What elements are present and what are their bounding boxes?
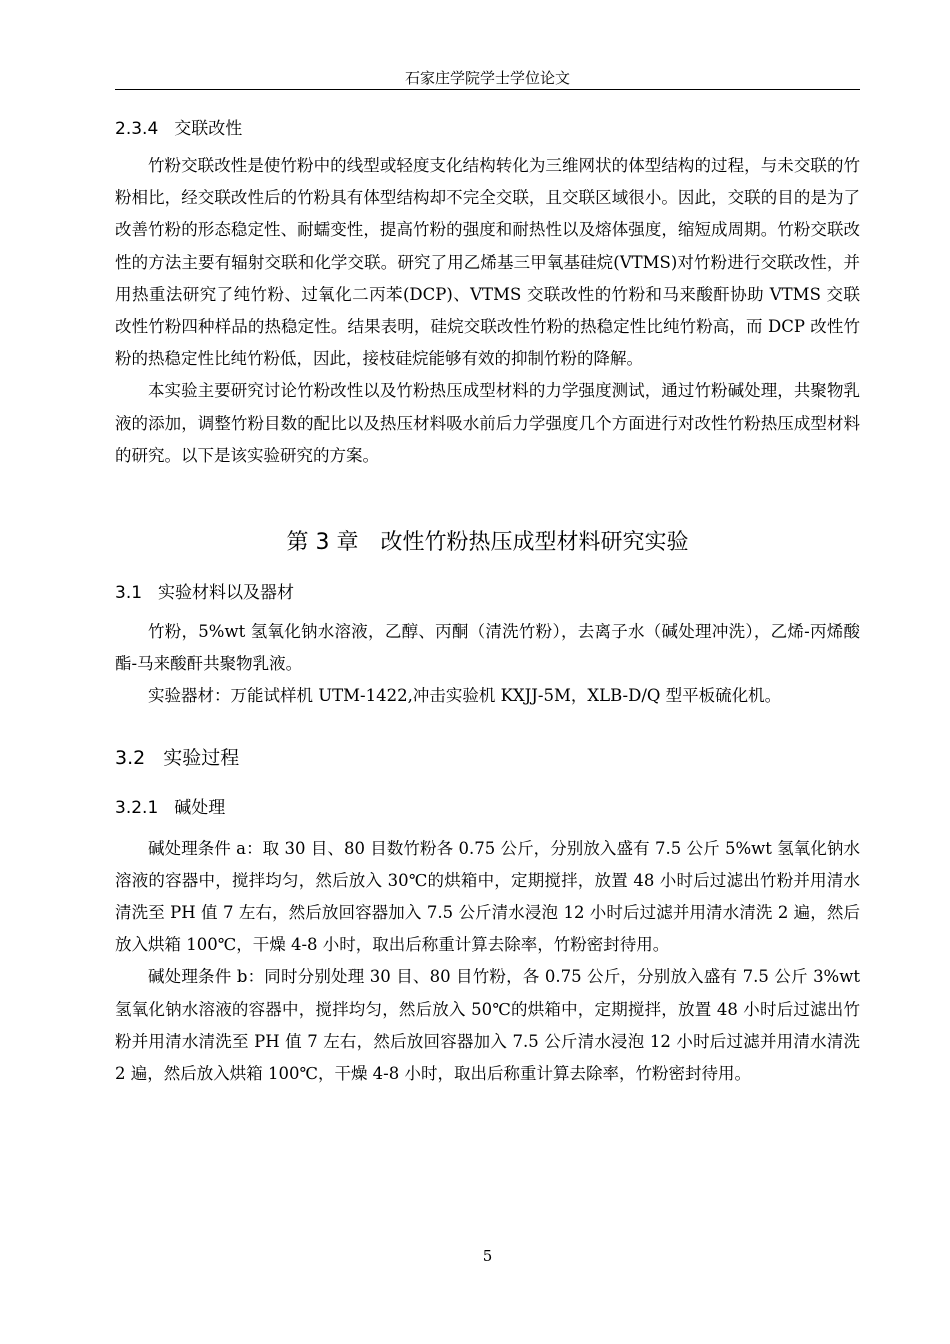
chapter-heading [115, 528, 860, 558]
section-title: 交联改性 [174, 119, 243, 139]
running-header: 石家庄学院学士学位论文 [404, 69, 570, 87]
section-number: 3.2 [115, 746, 146, 769]
section-heading-3-2-1 [115, 793, 860, 823]
section-number: 2.3.4 [115, 119, 159, 139]
paragraph-experiment-plan: 本实验主要研究讨论竹粉改性以及竹粉热压成型材料的力学强度测试，通过竹粉碱处理，共聚物乳液的添加，调整竹粉目数的配比以及热压材料吸水前后力学强度几个方面进行对改性竹粉热压成型材料的研究。以下是该实验研究的方案。 [115, 381, 860, 465]
section-heading-2-3-4 [115, 114, 860, 144]
section-number: 3.2.1 [115, 797, 159, 818]
page-content [115, 114, 860, 1090]
page-number: 5 [482, 1247, 493, 1265]
paragraph-alkali-condition-b: 碱处理条件 b：同时分别处理 30 目、80 目竹粉，各 0.75 公斤，分别放入盛有 7.5 公斤 3%wt 氢氧化钠水溶液的容器中，搅拌均匀，然后放入 50℃的烘箱中，定期搅拌，放置 48 小时后过滤出竹粉并用清水清洗至 PH 值 7 左右，然后放回容器加入 7.5 公斤清水浸泡 12 小时后过滤并用清水清洗 2 遍，然后放入烘箱 100℃，干燥 4-8 小时，取出后称重计算去除率，竹粉密封待用。 [115, 967, 860, 1084]
section-title: 碱处理 [174, 797, 226, 818]
chapter-number: 第 3 章 [286, 530, 359, 556]
paragraph-alkali-condition-a: 碱处理条件 a：取 30 目、80 目数竹粉各 0.75 公斤，分别放入盛有 7.5 公斤 5%wt 氢氧化钠水溶液的容器中，搅拌均匀，然后放入 30℃的烘箱中，定期搅拌，放置 48 小时后过滤出竹粉并用清水清洗至 PH 值 7 左右，然后放回容器加入 7.5 公斤清水浸泡 12 小时后过滤并用清水清洗 2 遍，然后放入烘箱 100℃，干燥 4-8 小时，取出后称重计算去除率，竹粉密封待用。 [115, 838, 860, 955]
section-title: 实验过程 [163, 746, 240, 769]
chapter-title: 改性竹粉热压成型材料研究实验 [380, 530, 689, 556]
paragraph-equipment: 实验器材：万能试样机 UTM-1422,冲击实验机 KXJJ-5M，XLB-D/Q 型平板硫化机。 [148, 686, 782, 706]
header-rule [115, 89, 860, 90]
section-heading-3-2 [115, 743, 860, 773]
section-heading-3-1 [115, 578, 860, 608]
section-title: 实验材料以及器材 [158, 583, 295, 604]
section-number: 3.1 [115, 583, 143, 604]
paragraph-crosslink-intro: 竹粉交联改性是使竹粉中的线型或轻度支化结构转化为三维网状的体型结构的过程，与未交联的竹粉相比，经交联改性后的竹粉具有体型结构却不完全交联，且交联区域很小。因此，交联的目的是为了改善竹粉的形态稳定性、耐蠕变性，提高竹粉的强度和耐热性以及熔体强度，缩短成周期。竹粉交联改性的方法主要有辐射交联和化学交联。研究了用乙烯基三甲氧基硅烷(VTMS)对竹粉进行交联改性，并用热重法研究了纯竹粉、过氧化二丙苯(DCP)、VTMS 交联改性的竹粉和马来酸酐协助 VTMS 交联改性竹粉四种样品的热稳定性。结果表明，硅烷交联改性竹粉的热稳定性比纯竹粉高，而 DCP 改性竹粉的热稳定性比纯竹粉低，因此，接枝硅烷能够有效的抑制竹粉的降解。 [115, 156, 860, 369]
paragraph-materials: 竹粉，5%wt 氢氧化钠水溶液，乙醇、丙酮（清洗竹粉），去离子水（碱处理冲洗），乙烯-丙烯酸酯-马来酸酐共聚物乳液。 [115, 622, 860, 674]
